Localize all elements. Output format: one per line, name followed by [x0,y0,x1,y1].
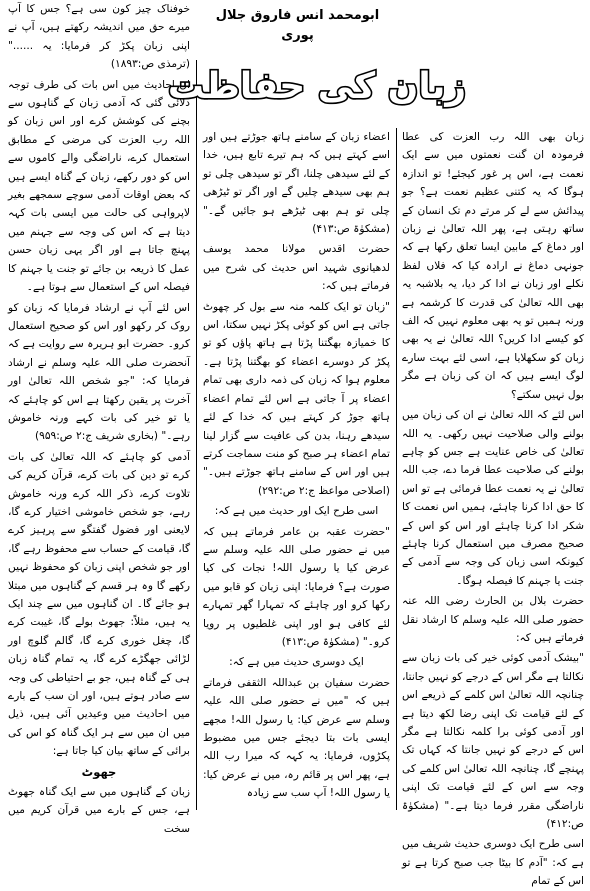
middle-paragraph: ایک دوسری حدیث میں ہے کہ: [229,656,364,669]
right-paragraph: "بیشک آدمی کوئی خیر کی بات زبان سے نکالتا ہے مگر اس کے درجے کو نہیں جانتا، چنانچہ اللہ تعالیٰ اس کلمے کے ذریعے اس کے لئے قیامت تک اپنی رضا لکھ دیتا ہے اور آدمی کوئی برا کلمہ نکالتا ہے مگر اس کے درجے کو نہیں جانتا کہ کہاں تک پہنچے گا، چنانچہ اللہ تعالیٰ اس کلمے کی وجہ سے اس کے لئے قیامت تک اپنی ناراضگی مقرر فرما دیتا ہے۔" (مشکوٰۃ ص:۴۱۲) [402,652,584,831]
middle-paragraph: اسی طرح ایک اور حدیث میں ہے کہ: [214,505,379,518]
left-paragraph: ان احادیث میں اس بات کی طرف توجہ دلائی گئی کہ آدمی زبان کے گناہوں سے بچنے کی کوشش کرے اور اس زبان کو اللہ رب العزت کی مرضی کے مطابق استعمال کرے، ناراضگی والے کاموں سے اس کو دور رکھے، زبان کے گناہ ایسے ہیں کہ بعض اوقات آدمی سوچے سمجھے بغیر لاپرواہی کی حالت میں ایسی بات کہہ دیتا ہے کہ اس کی وجہ سے جہنم میں پہنچ جاتا ہے اور اگر یہی زبان حسن عمل کا ذریعہ بن جائے تو جنت یا جہنم کا فیصلہ اس کے استعمال سے ہوتا ہے۔ [8,78,190,294]
left-paragraph: خوفناک چیز کون سی ہے؟ جس کا آپ میرے حق میں اندیشہ رکھتے ہیں، آپ نے اپنی زبان پکڑ کر فرمایا: یہ ......" (ترمذی ص:۱۸۹۳) [8,3,190,71]
middle-column [203,128,390,813]
right-column [402,128,584,888]
column-divider [396,128,397,810]
middle-paragraph: حضرت اقدس مولانا محمد یوسف لدھیانوی شہید اس حدیث کی شرح میں فرماتے ہیں کہ: [203,243,390,293]
left-paragraph: اس لئے آپ نے ارشاد فرمایا کہ زبان کو روک کر رکھو اور اس کو صحیح استعمال کرو۔ حضرت ابو ہریرہ سے روایت ہے کہ آنحضرت صلی اللہ علیہ وسلم نے ارشاد فرمایا کہ: "جو شخص اللہ تعالیٰ اور آخرت پر یقین رکھتا ہے اس کو چاہئے کہ یا تو خیر کی بات کہے ورنہ خاموش رہے۔" (بخاری شریف ج:۲ ص:۹۵۹) [8,301,190,443]
column-divider [196,60,197,810]
middle-paragraph: حضرت سفیان بن عبداللہ الثقفی فرماتے ہیں کہ "میں نے حضور صلی اللہ علیہ وسلم سے عرض کیا: یا رسول اللہ! مجھے ایسی بات بتا دیجئے جس میں مضبوط پکڑوں، فرمایا: یہ کہہ کہ میرا رب اللہ ہے، پھر اس پر قائم رہ، میں نے عرض کیا: یا رسول اللہ! آپ سب سے زیادہ [203,676,390,800]
title-calligraphy [167,40,467,120]
left-paragraph: زبان کے گناہوں میں سے ایک گناہ جھوٹ ہے، جس کے بارے میں قرآن کریم میں سخت [8,786,190,835]
right-paragraph: اسی طرح ایک دوسری حدیث شریف میں ہے کہ: "آدم کا بیٹا جب صبح کرتا ہے تو اس کے تمام [402,838,584,888]
middle-paragraph: "حضرت عقبہ بن عامر فرماتے ہیں کہ میں نے حضور صلی اللہ علیہ وسلم سے عرض کیا یا رسول اللہ! نجات کی کیا صورت ہے؟ فرمایا: اپنی زبان کو قابو میں رکھا کرو اور چاہئے کہ تمہارا گھر تمہارے لئے کافی ہو اور اپنی غلطیوں پر رویا کرو۔" (مشکوٰۃ ص:۴۱۳) [203,525,390,648]
right-paragraph: حضرت بلال بن الحارث رضی اللہ عنہ حضور صلی اللہ علیہ وسلم کا ارشاد نقل فرماتے ہیں کہ: [402,595,584,644]
left-column [8,0,190,835]
page-title: زبان کی حفاظت [167,66,467,107]
subheading-lying: جھوٹ [81,764,117,779]
right-paragraph: اس لئے کہ اللہ تعالیٰ نے ان کی زبان میں بولنے والی صلاحیت نہیں رکھی۔ یہ اللہ تعالیٰ کی خاص عنایت ہے جس کو چاہے بولنے کی صلاحیت عطا فرما دے، جب اللہ تعالیٰ نے یہ نعمت عطا فرمائی ہے تو اس کا حق ادا کرنا چاہئے، ہمیں اس نعمت کا شکر ادا کرنا چاہئے اور اس کو اس کے صحیح مصرف میں استعمال کرنا چاہئے کیونکہ اسی زبان کی وجہ سے آدمی کے جنت یا جہنم کا فیصلہ ہوگا۔ [402,409,584,587]
author-name: ابومحمد انس فاروق جلال پوری [215,8,380,43]
middle-paragraph: "زبان تو ایک کلمہ منہ سے بول کر چھوٹ جاتی ہے اس کو کوئی پکڑ نہیں سکتا، اس کا خمیازہ بھگتنا پڑتا ہے ہاتھ پاؤں کو تو پکڑ کر دوسرے اعضاء کو بھگتنا پڑتا ہے۔ معلوم ہوا کہ زبان کی ذمہ داری بھی تمام اعضاء پر آ جاتی ہے اس لئے تمام اعضاء ہاتھ جوڑ کر کہتے ہیں کہ خدا کے لئے سیدھے رہنا، بدن کی عافیت سے گزار لینا تمام اعضاء ہر صبح کو منت سماجت کرتے ہیں اور اس کے سامنے ہاتھ جوڑتے ہیں۔" (اصلاحی مواعظ ج:۲ ص:۲۹۲) [203,300,390,497]
middle-paragraph: اعضاء زبان کے سامنے ہاتھ جوڑتے ہیں اور اسے کہتے ہیں کہ ہم تیرے تابع ہیں، خدا کے لئے سیدھی چلنا، اگر تو سیدھی چلی تو ہم بھی سیدھے چلیں گے اور اگر تو ٹیڑھی چلی تو ہم بھی ٹیڑھے ہو جائیں گے۔" (مشکوٰۃ ص:۴۱۳) [203,131,390,236]
left-paragraph: آدمی کو چاہئے کہ اللہ تعالیٰ کی بات کرے تو دین کی بات کرے، قرآن کریم کی تلاوت کرے، ذکر اللہ کرے ورنہ خاموش رہے، جو شخص خاموشی اختیار کرے گا، لایعنی اور فضول گفتگو سے پرہیز کرے گا، قیامت کے حساب سے محفوظ رہے گا، اور جو شخص اپنی زبان کو محفوظ نہیں رکھے گا وہ ہر قسم کے گناہوں میں مبتلا ہو جائے گا۔ ان گناہوں میں سے چند ایک یہ ہیں، مثلاً: جھوٹ بولے گا، غیبت کرے گا، چغل خوری کرے گا، گالم گلوچ اور لڑائی جھگڑے کرے گا، یہ تمام گناہ زبان ہی کے گناہ ہیں، جو بے احتیاطی کی وجہ سے صادر ہوتے ہیں، اور ان سب کے بارے میں احادیث میں وعیدیں آئی ہیں، ذیل میں ان میں سے ہر ایک گناہ کو اس کی برائی کے ساتھ بیان کیا جاتا ہے: [8,450,190,758]
right-paragraph: زبان بھی اللہ رب العزت کی عطا فرمودہ ان گنت نعمتوں میں سے ایک نعمت ہے، اس پر غور کیجئے! تو اندازہ ہوگا کہ یہ کتنی عظیم نعمت ہے؟ جو پیدائش سے لے کر مرتے دم تک انسان کے ساتھ رہتی ہے، پھر اللہ تعالیٰ نے زبان اور دماغ کے مابین ایسا تعلق رکھا ہے کہ جونہی دماغ نے ارادہ کیا کہ فلاں لفظ نکلے اور زبان نے ادا کر دیا، یہ بلاشبہ یہ بھی اللہ تعالیٰ کی قدرت کا کرشمہ ہے ورنہ ہمیں تو یہ بھی معلوم نہیں کہ الف کو کیسے ادا کریں؟ اللہ تعالیٰ نے یہ بھی زبان کو سکھلایا ہے، اسی لئے بہت سارے لوگ ایسے ہیں کہ ان کی زبان ہے مگر بول نہیں سکتے؟ [402,131,584,401]
